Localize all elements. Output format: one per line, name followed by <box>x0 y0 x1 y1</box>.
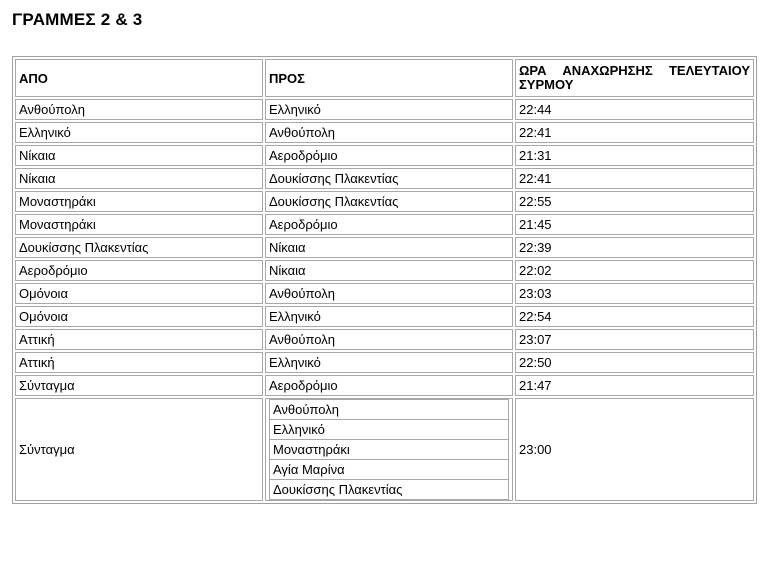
table-row <box>15 329 754 350</box>
cell-from: Αεροδρόμιο <box>15 260 263 281</box>
header-from: ΑΠΟ <box>15 59 263 97</box>
destination-list <box>269 399 509 500</box>
cell-from: Αττική <box>15 329 263 350</box>
cell-to: Ανθούπολη <box>265 283 513 304</box>
cell-time: 21:31 <box>515 145 754 166</box>
cell-from: Μοναστηράκι <box>15 191 263 212</box>
table-row <box>15 375 754 396</box>
cell-from: Σύνταγμα <box>15 398 263 501</box>
cell-to: Ελληνικό <box>265 306 513 327</box>
destination-item: Ανθούπολη <box>269 399 509 420</box>
cell-to: Ανθούπολη <box>265 329 513 350</box>
cell-from: Ελληνικό <box>15 122 263 143</box>
cell-from: Αττική <box>15 352 263 373</box>
cell-to: Αεροδρόμιο <box>265 375 513 396</box>
cell-to: Δουκίσσης Πλακεντίας <box>265 191 513 212</box>
cell-time: 22:41 <box>515 168 754 189</box>
cell-from: Σύνταγμα <box>15 375 263 396</box>
cell-to: Αεροδρόμιο <box>265 145 513 166</box>
table-row <box>15 191 754 212</box>
destination-item: Δουκίσσης Πλακεντίας <box>269 480 509 500</box>
cell-to: Δουκίσσης Πλακεντίας <box>265 168 513 189</box>
cell-from: Δουκίσσης Πλακεντίας <box>15 237 263 258</box>
header-row <box>15 59 754 97</box>
cell-time: 22:44 <box>515 99 754 120</box>
cell-to: Αεροδρόμιο <box>265 214 513 235</box>
destination-item: Ελληνικό <box>269 420 509 440</box>
destination-item: Αγία Μαρίνα <box>269 460 509 480</box>
cell-to: Ελληνικό <box>265 99 513 120</box>
cell-from: Νίκαια <box>15 145 263 166</box>
cell-from: Μοναστηράκι <box>15 214 263 235</box>
cell-time: 21:47 <box>515 375 754 396</box>
page-title: ΓΡΑΜΜΕΣ 2 & 3 <box>12 10 143 29</box>
cell-time: 22:55 <box>515 191 754 212</box>
destination-item: Μοναστηράκι <box>269 440 509 460</box>
cell-to: Νίκαια <box>265 260 513 281</box>
cell-from: Νίκαια <box>15 168 263 189</box>
cell-time: 22:50 <box>515 352 754 373</box>
cell-to: Νίκαια <box>265 237 513 258</box>
cell-to-list <box>265 398 513 501</box>
table-row <box>15 306 754 327</box>
header-time-line1: ΩΡΑ ΑΝΑΧΩΡΗΣΗΣ ΤΕΛΕΥΤΑΙΟΥ <box>519 63 750 78</box>
header-to: ΠΡΟΣ <box>265 59 513 97</box>
cell-time: 21:45 <box>515 214 754 235</box>
table-row <box>15 260 754 281</box>
table-row <box>15 168 754 189</box>
table-row <box>15 214 754 235</box>
table-row <box>15 122 754 143</box>
table-row <box>15 145 754 166</box>
cell-time: 22:02 <box>515 260 754 281</box>
table-row-group <box>15 398 754 501</box>
schedule-table <box>12 56 757 504</box>
cell-to: Ανθούπολη <box>265 122 513 143</box>
cell-time: 23:00 <box>515 398 754 501</box>
cell-from: Ομόνοια <box>15 306 263 327</box>
cell-time: 22:39 <box>515 237 754 258</box>
cell-from: Ανθούπολη <box>15 99 263 120</box>
cell-time: 23:07 <box>515 329 754 350</box>
cell-time: 22:41 <box>515 122 754 143</box>
table-row <box>15 352 754 373</box>
table-row <box>15 283 754 304</box>
header-time-line2: ΣΥΡΜΟΥ <box>519 77 574 92</box>
cell-from: Ομόνοια <box>15 283 263 304</box>
table-row <box>15 99 754 120</box>
cell-to: Ελληνικό <box>265 352 513 373</box>
table-row <box>15 237 754 258</box>
cell-time: 23:03 <box>515 283 754 304</box>
cell-time: 22:54 <box>515 306 754 327</box>
header-time <box>515 59 754 97</box>
